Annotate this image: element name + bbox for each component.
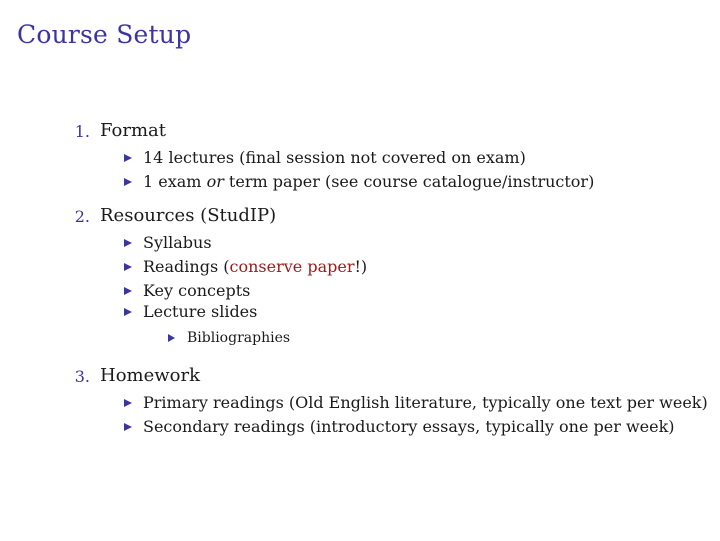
list-item	[0, 233, 620, 255]
section-label: Resources (StudIP)	[100, 205, 277, 226]
list-item	[0, 257, 620, 279]
section-number: 3.	[74, 367, 90, 386]
sub-list-item	[0, 329, 620, 351]
list-item	[0, 417, 675, 439]
list-item	[0, 148, 620, 170]
bullet-triangle-icon	[124, 287, 132, 295]
list-item-text: Readings (conserve paper!)	[143, 257, 368, 276]
section-number: 2.	[74, 207, 90, 226]
section-label: Homework	[100, 365, 201, 386]
list-item-text: Syllabus	[143, 233, 212, 252]
bullet-triangle-icon	[124, 154, 132, 162]
bullet-triangle-icon	[168, 334, 175, 342]
section-resources	[0, 205, 720, 229]
page-title: Course Setup	[17, 20, 192, 49]
bullet-triangle-icon	[124, 308, 132, 316]
section-format	[0, 120, 720, 144]
list-item-text: Secondary readings (introductory essays, typically one per week)	[143, 417, 675, 436]
list-item-text: Primary readings (Old English literature, typically one text per week)	[143, 393, 708, 412]
list-item-text: 1 exam or term paper (see course catalogue/instructor)	[143, 172, 595, 191]
bullet-triangle-icon	[124, 399, 132, 407]
section-label: Format	[100, 120, 166, 141]
list-item-text: Key concepts	[143, 281, 251, 300]
list-item-text: Lecture slides	[143, 302, 258, 321]
bullet-triangle-icon	[124, 239, 132, 247]
list-item	[0, 393, 708, 415]
section-homework	[0, 365, 720, 389]
bullet-triangle-icon	[124, 263, 132, 271]
highlight-text: conserve paper	[229, 257, 355, 276]
list-item	[0, 302, 620, 324]
list-item-text: 14 lectures (final session not covered on exam)	[143, 148, 526, 167]
list-item	[0, 172, 620, 194]
bullet-triangle-icon	[124, 423, 132, 431]
bullet-triangle-icon	[124, 178, 132, 186]
list-item-text: Bibliographies	[187, 330, 291, 346]
section-number: 1.	[74, 122, 90, 141]
list-item	[0, 281, 620, 303]
